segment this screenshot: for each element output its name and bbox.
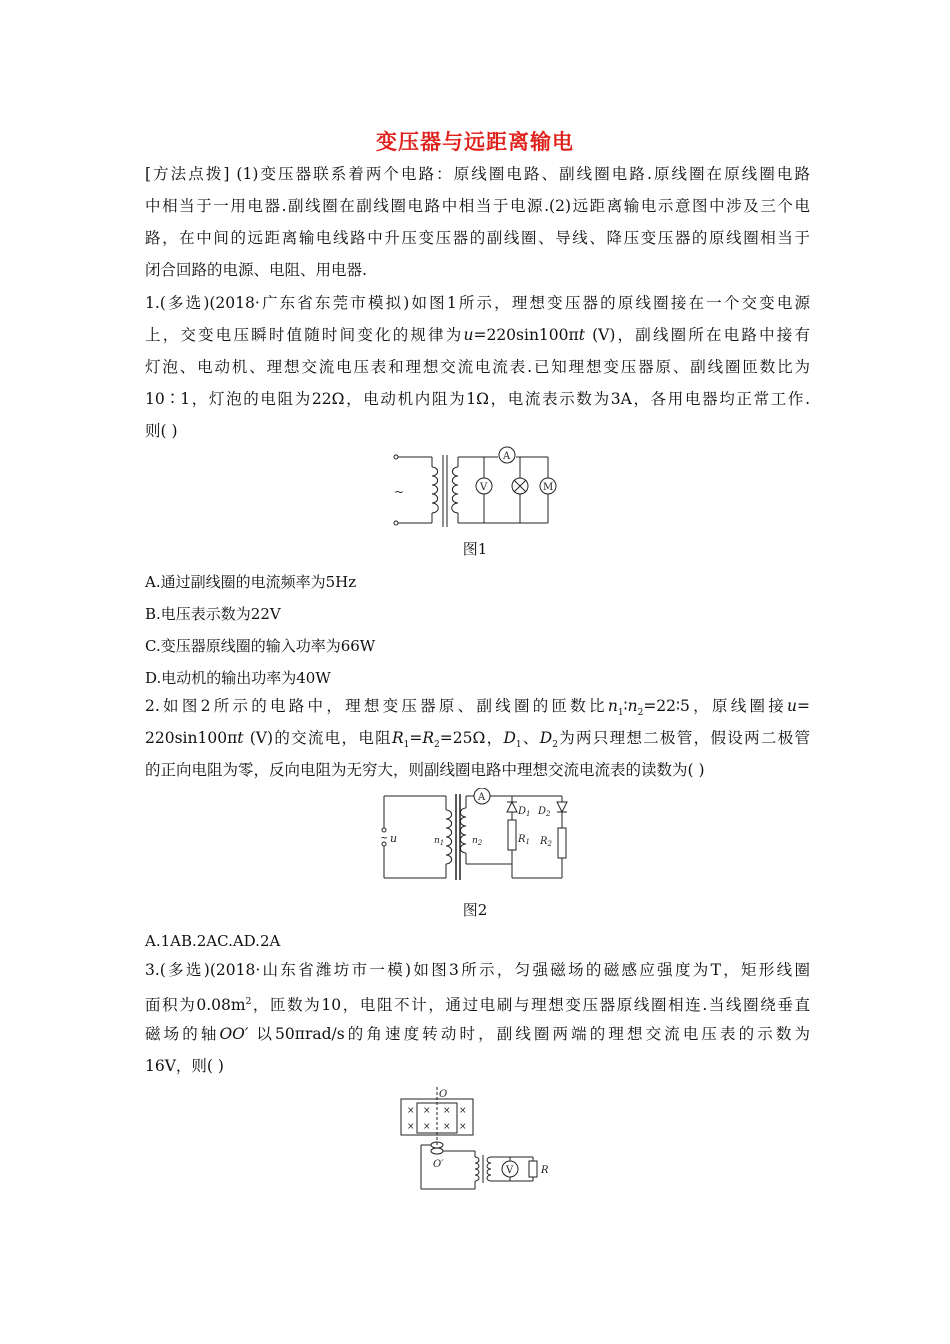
method-line-1: [方法点拨] (1)变压器联系着两个电路：原线圈电路、副线圈电路.原线圈在原线圈电路 [145, 165, 810, 183]
svg-text:×: × [443, 1106, 451, 1116]
question-3-stem [145, 954, 810, 1082]
svg-text:~: ~ [380, 833, 389, 844]
q1-line-1: 1.(多选)(2018·广东省东莞市模拟)如图1所示，理想变压器的原线圈接在一个交变电源 [145, 294, 810, 312]
svg-text:A: A [503, 451, 511, 462]
svg-text:×: × [423, 1122, 431, 1132]
secondary-coil [460, 808, 466, 853]
q3-line-2: 面积为$0.08m^2$，匝数为10，电阻不计，通过电刷与理想变压器原线圈相连.当线圈绕垂直 [145, 996, 810, 1015]
svg-text:D1: $D_1$ [518, 806, 531, 818]
q2-options: A.1AB.2AC.AD.2A [145, 932, 281, 950]
svg-text:V: V [506, 1165, 514, 1176]
q2-line-3: 的正向电阻为零，反向电阻为无穷大，则副线圈电路中理想交流电流表的读数为( ) [145, 761, 705, 779]
svg-text:×: × [423, 1106, 431, 1116]
ac-source-symbol: ~ [394, 485, 405, 499]
method-line-4: 闭合回路的电源、电阻、用电器. [145, 261, 367, 279]
q1-option-c: C.变压器原线圈的输入功率为66W [145, 637, 376, 655]
figure-2-caption: 图2 [462, 901, 488, 919]
primary-coil [475, 1157, 479, 1181]
figure-1-circuit [380, 443, 580, 533]
svg-text:×: × [407, 1106, 415, 1116]
terminal-top [394, 455, 398, 459]
figure-1-caption: 图1 [462, 540, 488, 558]
diode-d2-icon [557, 802, 567, 812]
primary-coil [446, 810, 452, 864]
page-title: 变压器与远距离输电 [376, 130, 574, 154]
q3-line-4: 16V，则( ) [145, 1057, 224, 1075]
figure-3-generator [395, 1085, 555, 1195]
secondary-coil [487, 1157, 491, 1181]
figure-2-circuit [378, 788, 584, 884]
axis-label-o: O [439, 1089, 448, 1100]
svg-text:R1: $R_1$ [518, 834, 530, 846]
method-line-2: 中相当于一用电器.副线圈在副线圈电路中相当于电源.(2)远距离输电示意图中涉及三个电 [145, 197, 810, 215]
q1-line-5: 则( ) [145, 422, 178, 440]
svg-text:×: × [459, 1106, 467, 1116]
method-line-3: 路，在中间的远距离输电线路中升压变压器的副线圈、导线、降压变压器的原线圈相当于 [145, 229, 810, 247]
svg-text:n2: $n_2$ [472, 836, 483, 847]
diode-d1-icon [507, 802, 517, 812]
question-1-stem [145, 287, 810, 447]
resistor-r2-icon [558, 828, 566, 858]
q1-option-d: D.电动机的输出功率为40W [145, 669, 331, 687]
resistor-icon [529, 1161, 537, 1177]
primary-coil [432, 467, 438, 513]
svg-text:R: R [541, 1165, 549, 1176]
resistor-r1-icon [508, 820, 516, 850]
terminal-bottom [394, 521, 398, 525]
svg-text:×: × [407, 1122, 415, 1132]
method-paragraph [145, 158, 810, 286]
svg-text:×: × [459, 1122, 467, 1132]
axis-label-o-prime: O′ [433, 1159, 444, 1170]
q2-line-2: 220sin100πt (V)的交流电，电阻$R_1=R_2=25\Omega$，$D_1$、$D_2$为两只理想二极管，假设两二极管 [145, 729, 810, 751]
svg-text:u: u [390, 832, 398, 845]
q1-option-a: A.通过副线圈的电流频率为5Hz [145, 573, 357, 591]
q1-line-2: 上，交变电压瞬时值随时间变化的规律为u=220sin100πt (V)，副线圈所在电路中接有 [145, 326, 810, 344]
q1-option-b: B.电压表示数为22V [145, 605, 281, 623]
svg-text:M: M [543, 482, 554, 493]
svg-text:V: V [480, 482, 488, 493]
svg-text:×: × [443, 1122, 451, 1132]
q1-line-4: 10∶1，灯泡的电阻为22Ω，电动机内阻为1Ω，电流表示数为3A，各用电器均正常工作. [145, 390, 810, 408]
svg-text:n1: $n_1$ [434, 836, 445, 847]
svg-text:D2: $D_2$ [538, 806, 551, 818]
svg-text:A: A [478, 792, 486, 803]
secondary-coil [452, 467, 458, 513]
q1-line-3: 灯泡、电动机、理想交流电压表和理想交流电流表.已知理想变压器原、副线圈匝数比为 [145, 358, 810, 376]
q3-line-3: 磁场的轴OO′ 以50πrad/s的角速度转动时，副线圈两端的理想交流电压表的示数为 [145, 1025, 810, 1043]
question-2-stem [145, 690, 810, 786]
svg-text:R2: $R_2$ [540, 836, 552, 848]
q3-line-1: 3.(多选)(2018·山东省潍坊市一模)如图3所示，匀强磁场的磁感应强度为T，矩形线圈 [145, 961, 810, 979]
q2-line-1: 2.如图2所示的电路中，理想变压器原、副线圈的匝数比$n_1∶n_2=22∶5$，原线圈接u= [145, 697, 810, 719]
